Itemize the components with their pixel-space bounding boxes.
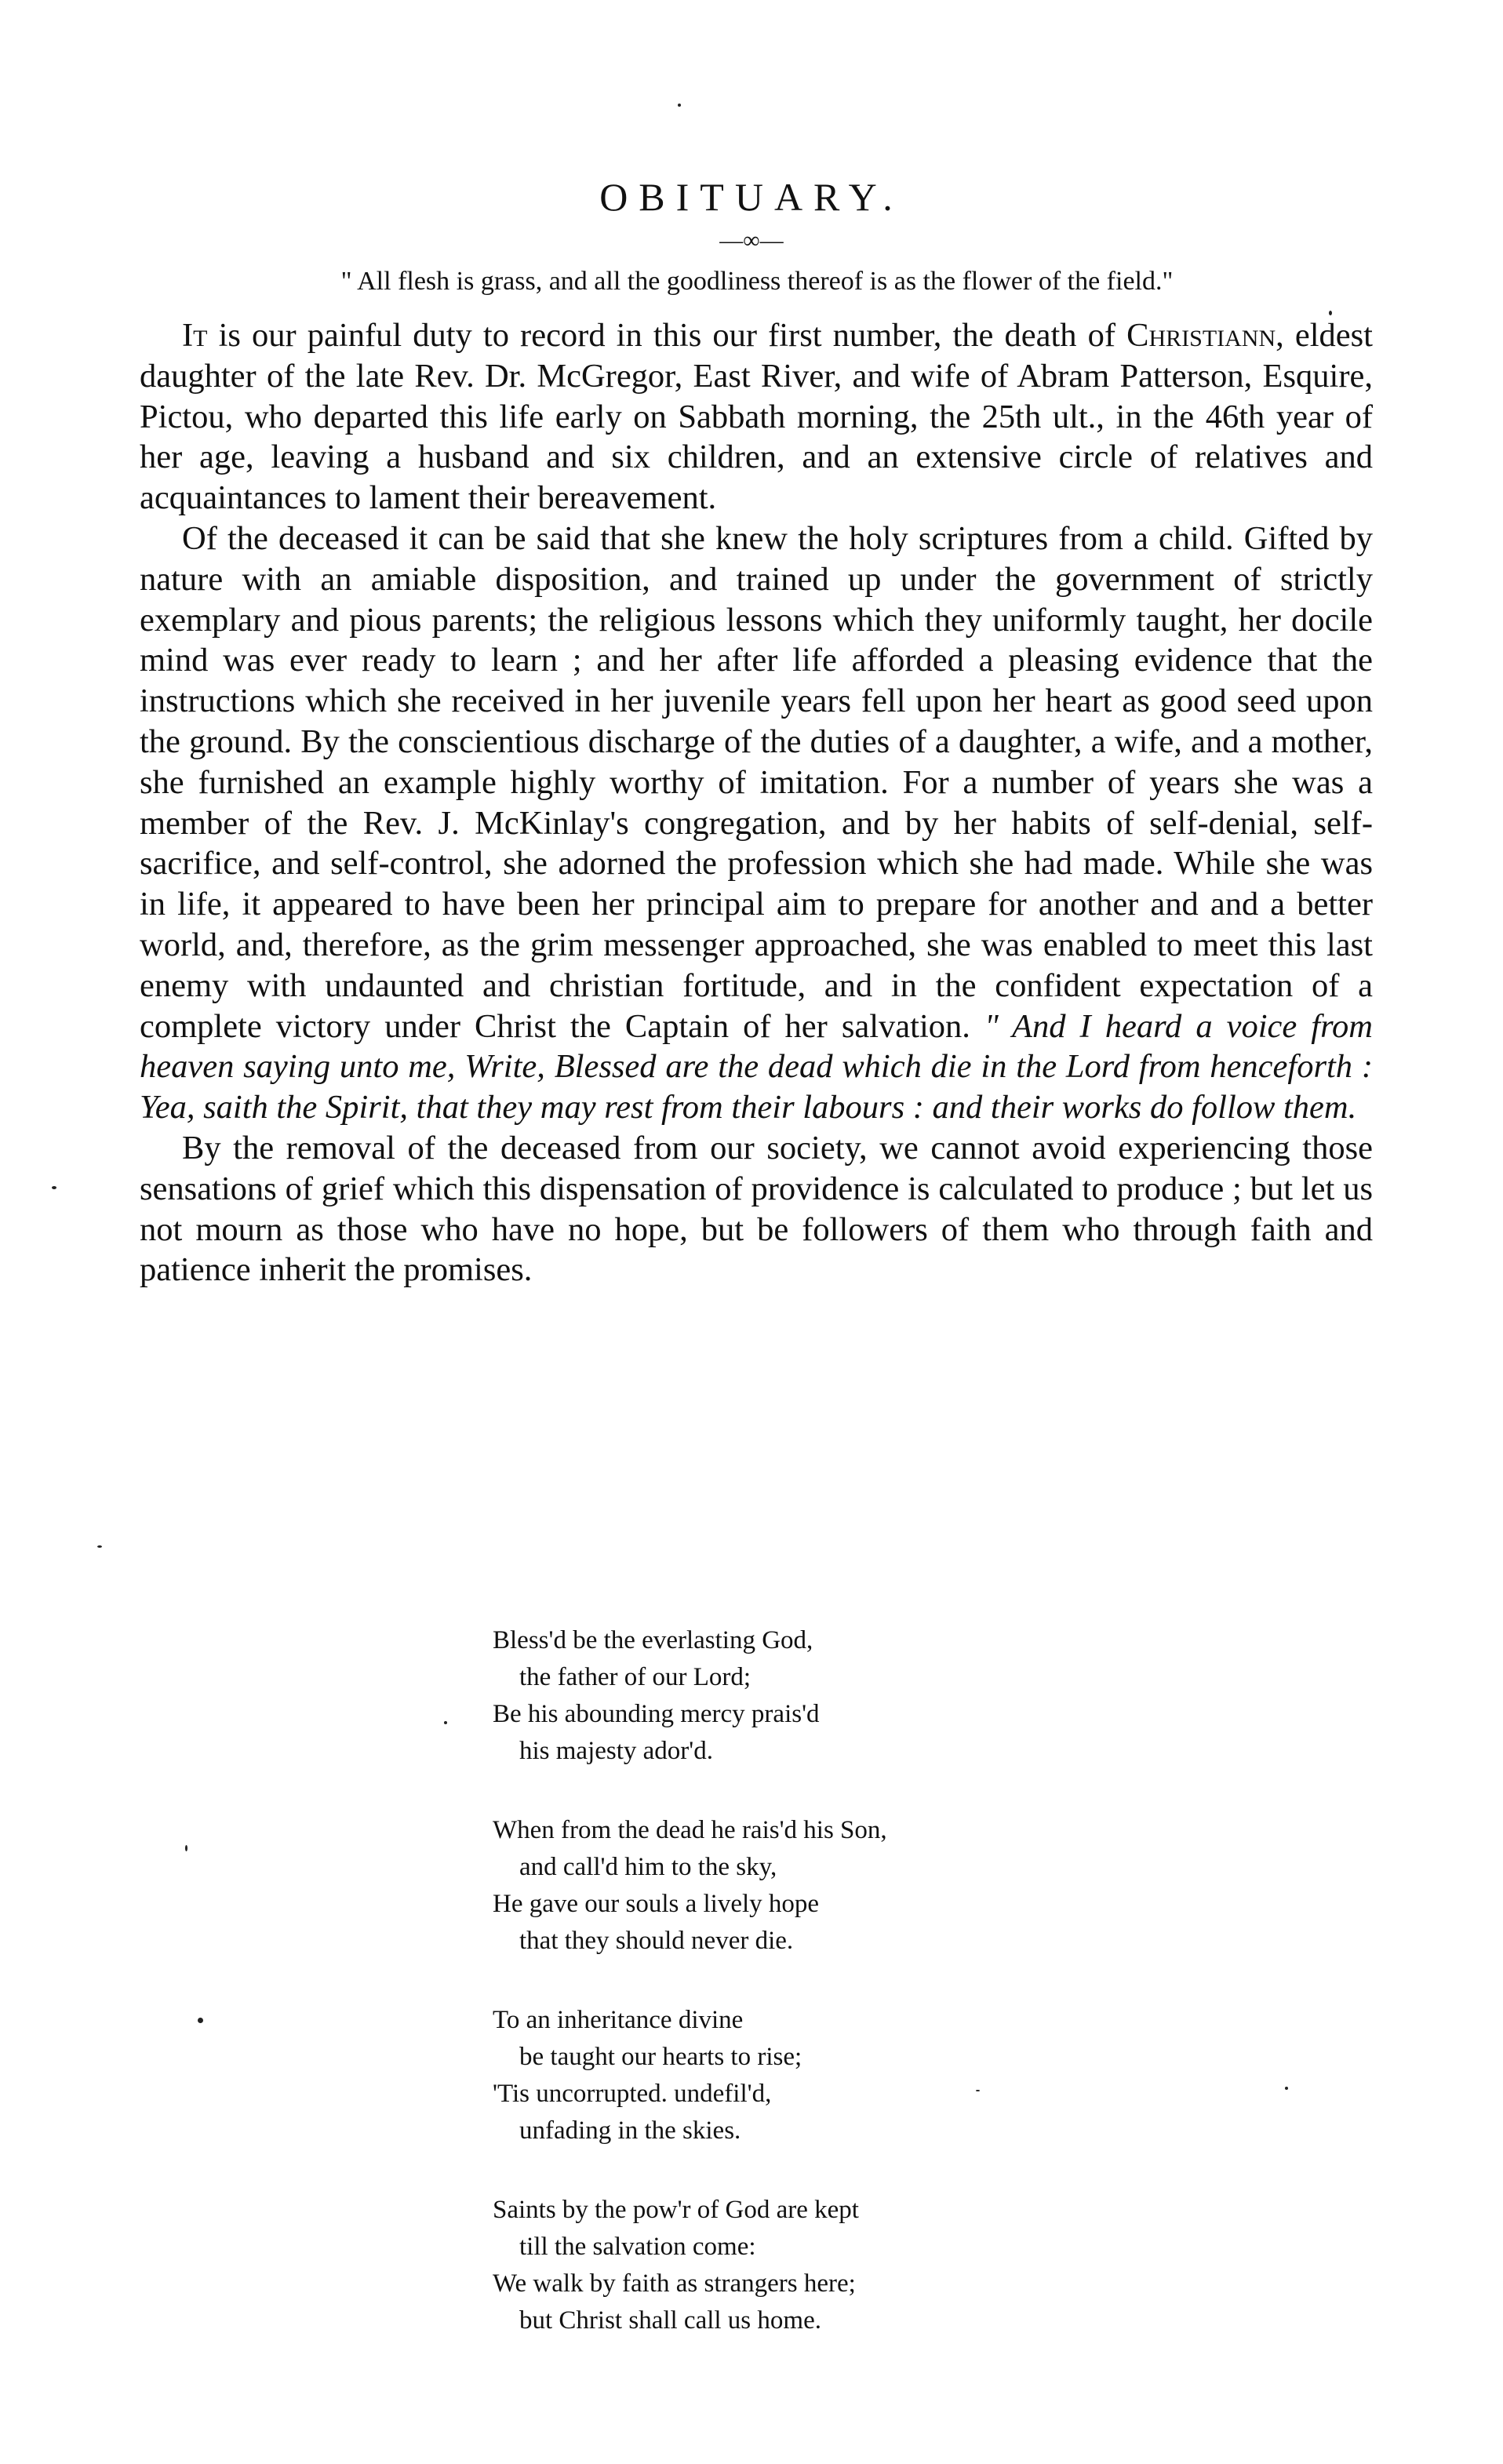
hymn-line: Be his abounding mercy prais'd (493, 1700, 820, 1728)
hymn-line: Saints by the pow'r of God are kept (493, 2196, 859, 2224)
hymn-line: unfading in the skies. (519, 2116, 741, 2145)
paragraph-text: is our painful duty to record in this our first number, the death of (207, 317, 1127, 354)
hymn-line: but Christ shall call us home. (519, 2306, 821, 2335)
hymn-stanza (493, 1812, 1089, 1960)
paragraph (140, 1128, 1373, 1290)
hymn-line: 'Tis uncorrupted. undefil'd, (493, 2080, 772, 2108)
hymn-line: and call'd him to the sky, (519, 1853, 777, 1881)
hymn-stanza (493, 2002, 1089, 2149)
hymn-stanza (493, 2192, 1089, 2339)
epigraph: " All flesh is grass, and all the goodliness thereof is as the flower of the field." (340, 267, 1174, 296)
print-speck (678, 104, 681, 107)
hymn-stanza (493, 1622, 1089, 1770)
print-speck (97, 1545, 102, 1548)
hymn-line: When from the dead he rais'd his Son, (493, 1816, 887, 1844)
hymn-line: his majesty ador'd. (519, 1737, 713, 1765)
hymn-line: the father of our Lord; (519, 1663, 752, 1691)
scripture-quote: " And I heard a voice from heaven saying unto me, Write, Blessed are the dead which die in the Lord from henceforth : Yea, saith the Spirit, that they may rest from their labours : and their works do follow them. (140, 1007, 1373, 1126)
paragraph (140, 315, 1373, 519)
paragraph (140, 519, 1373, 1128)
obituary-body (140, 315, 1373, 1290)
hymn-line: that they should never die. (519, 1927, 794, 1955)
print-speck (52, 1186, 56, 1189)
obituary-title: OBITUARY. (599, 175, 904, 219)
deceased-name: Christiann (1126, 317, 1276, 354)
lead-word: It (182, 317, 208, 354)
hymn-line: To an inheritance divine (493, 2006, 744, 2034)
print-speck (444, 1721, 447, 1724)
print-speck (198, 2018, 203, 2023)
hymn-line: till the salvation come: (519, 2233, 756, 2261)
hymn-line: Bless'd be the everlasting God, (493, 1626, 813, 1654)
paragraph-text: , eldest daughter of the late Rev. Dr. McGregor, East River, and wife of Abram Patterson, Esquire, Pictou, who departed this life early on Sabbath morning, the 25th ult., in the 46th year of her age, leaving a husband and six children, and an extensive circle of relatives and acquaintances to lament their bereavement. (140, 317, 1373, 517)
print-speck (1285, 2087, 1288, 2090)
print-speck (185, 1845, 187, 1851)
hymn-line: We walk by faith as strangers here; (493, 2269, 856, 2298)
title-ornament: —∞— (719, 227, 784, 253)
paragraph-text: By the removal of the deceased from our society, we cannot avoid experiencing those sensations of grief which this dispensation of providence is calculated to produce ; but let us not mourn as those who have no hope, but be followers of them who through faith and patience inherit the promises. (140, 1129, 1373, 1289)
paragraph-text: Of the deceased it can be said that she knew the holy scriptures from a child. Gifted by nature with an amiable disposition, and trained up under the government of strictly exemplary and pious parents; the religious lessons which they uniformly taught, her docile mind was ever ready to learn ; and her after life afforded a pleasing evidence that the instructions which she received in her juvenile years fell upon her heart as good seed upon the ground. By the conscientious discharge of the duties of a daughter, a wife, and a mother, she furnished an example highly worthy of imitation. For a number of years she was a member of the Rev. J. McKinlay's congregation, and by her habits of self-denial, self-sacrifice, and self-control, she adorned the profession which she had made. While she was in life, it appeared to have been her principal aim to prepare for another and and a better world, and, therefore, as the grim messenger approached, she was enabled to meet this last enemy with undaunted and christian fortitude, and in the confident expectation of a complete victory under Christ the Captain of her salvation. (140, 519, 1373, 1045)
hymn-line: He gave our souls a lively hope (493, 1890, 820, 1918)
hymn-line: be taught our hearts to rise; (519, 2043, 802, 2071)
hymn (493, 1622, 1089, 2382)
